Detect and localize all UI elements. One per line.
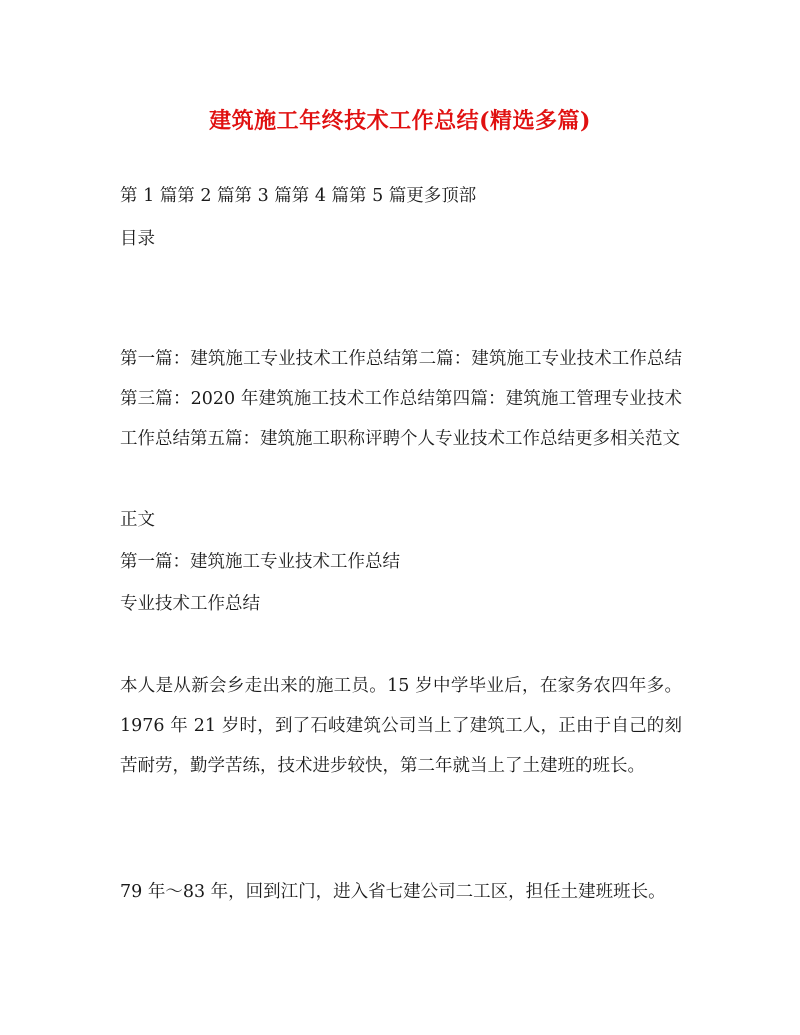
body-paragraph-2: 79 年～83 年，回到江门，进入省七建公司二工区，担任土建班班长。: [120, 882, 666, 902]
section-subheading: 专业技术工作总结: [120, 594, 260, 614]
document-title: 建筑施工年终技术工作总结(精选多篇): [209, 108, 591, 134]
body-paragraph-1: 本人是从新会乡走出来的施工员。15 岁中学毕业后，在家务农四年多。1976 年 21 岁时，到了石岐建筑公司当上了建筑工人，正由于自己的刻苦耐劳，勤学苦练，技术进步较快，第二年就当上了土建班的班长。: [120, 676, 682, 776]
section-heading: 第一篇：建筑施工专业技术工作总结: [120, 552, 400, 572]
section-nav-links[interactable]: 第 1 篇第 2 篇第 3 篇第 4 篇第 5 篇更多顶部: [120, 186, 477, 206]
toc-heading: 目录: [120, 229, 155, 249]
body-heading: 正文: [120, 510, 155, 530]
toc-text: 第一篇：建筑施工专业技术工作总结第二篇：建筑施工专业技术工作总结第三篇：2020 年建筑施工技术工作总结第四篇：建筑施工管理专业技术工作总结第五篇：建筑施工职称评聘个人专业技术工作总结更多相关范文: [120, 349, 682, 449]
